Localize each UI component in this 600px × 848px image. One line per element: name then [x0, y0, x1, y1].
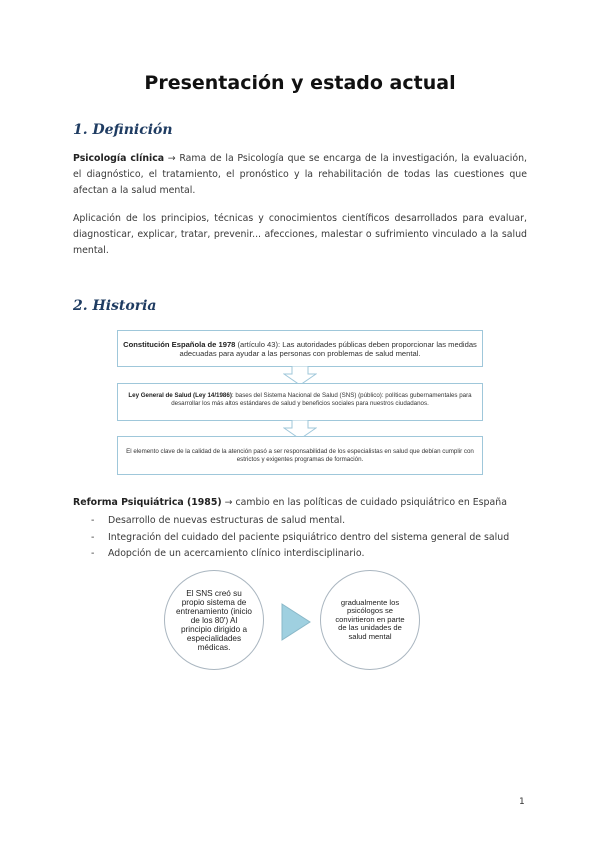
- paragraph-application: Aplicación de los principios, técnicas y conocimientos científicos desarrollados para evaluar, diagnosticar, explicar, tratar, prevenir... afecciones, malestar o sufrimiento vinculado a la salud mental.: [73, 213, 527, 256]
- reforma-bullet-list: [91, 513, 509, 563]
- reforma-text: → cambio en las políticas de cuidado psiquiátrico en España: [221, 497, 507, 508]
- reforma-title: Reforma Psiquiátrica (1985): [73, 497, 222, 508]
- term-psicologia-clinica: Psicología clínica: [73, 153, 165, 164]
- circle-psicologos-text: gradualmente los psicólogos se convirtieron en parte de las unidades de salud mental: [335, 597, 405, 641]
- page-title: Presentación y estado actual: [144, 72, 456, 94]
- heading-historia: 2. Historia: [73, 298, 157, 314]
- list-item: - Integración del cuidado del paciente psiquiátrico dentro del sistema general de salud: [91, 530, 509, 547]
- circle-psicologos: [320, 570, 420, 670]
- dash-bullet-icon: -: [91, 531, 95, 543]
- dash-bullet-icon: -: [91, 515, 95, 526]
- reforma-line: [73, 497, 507, 508]
- flow-box-constitucion-text: (artículo 43): Las autoridades públicas deben proporcionar las medidas adecuadas para ayudar a las personas con problemas de salud mental.: [179, 340, 477, 358]
- flow-box-ley-general: [117, 383, 483, 421]
- flow-box-constitucion: [117, 330, 483, 367]
- flow-box-ley-bold: Ley General de Salud (Ley 14/1986): [128, 392, 232, 399]
- list-item: - Adopción de un acercamiento clínico interdisciplinario.: [91, 546, 509, 563]
- heading-definicion: 1. Definición: [73, 122, 173, 138]
- list-item: - Desarrollo de nuevas estructuras de salud mental.: [91, 513, 509, 530]
- circle-sns-text: El SNS creó su propio sistema de entrenamiento (inicio de los 80') Al principio dirigido a especialidades médicas.: [175, 588, 252, 652]
- flow-box-constitucion-bold: Constitución Española de 1978: [123, 340, 236, 349]
- page-number: 1: [519, 797, 525, 807]
- dash-bullet-icon: -: [91, 548, 95, 559]
- circle-sns-training: [164, 570, 264, 670]
- flow-box-elemento-clave: El elemento clave de la calidad de la atención pasó a ser responsabilidad de los especialistas en salud que debían cumplir con estrictos y exigentes programas de formación.: [117, 436, 483, 475]
- paragraph-definition: [73, 151, 527, 199]
- definition-text: → Rama de la Psicología que se encarga de la investigación, la evaluación, el diagnóstico, el tratamiento, el pronóstico y la rehabilitación de todas las cuestiones que afectan a la salud mental.: [73, 153, 527, 196]
- flow-box-ley-text: : bases del Sistema Nacional de Salud (SNS) (público): políticas gubernamentales para desarrollar los más altos estándares de salud y beneficios sociales para nuestros ciudadanos.: [171, 392, 472, 407]
- triangle-arrow-right-icon: [281, 603, 311, 641]
